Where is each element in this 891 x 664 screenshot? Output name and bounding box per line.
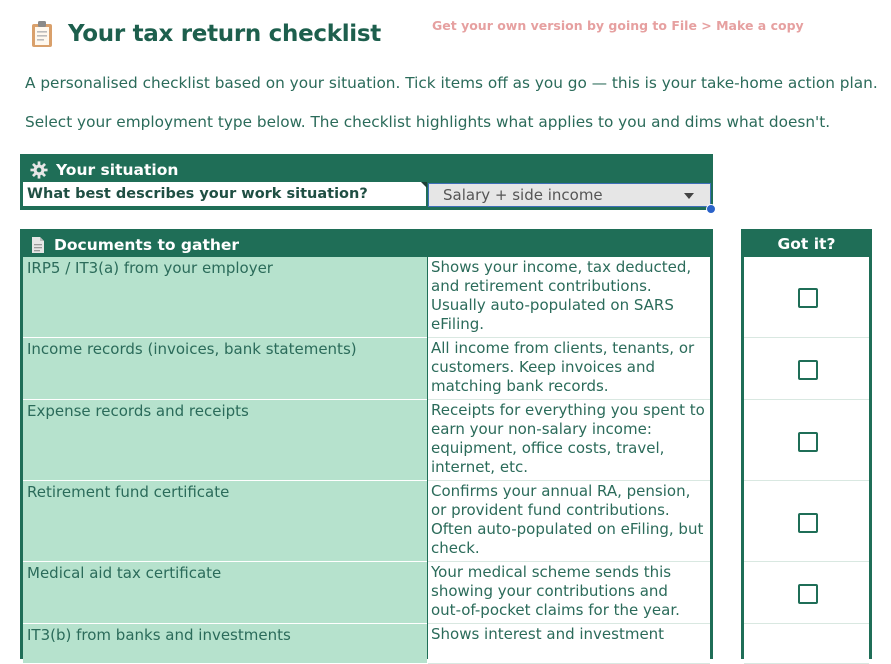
description-line: showing your contributions and xyxy=(431,582,668,600)
copy-hint: Get your own version by going to File > Make a copy xyxy=(432,18,804,33)
description-line: equipment, office costs, travel, xyxy=(431,439,665,457)
gotit-column xyxy=(741,229,872,659)
intro-text: A personalised checklist based on your situation. Tick items off as you go — this is your take-home action plan. xyxy=(25,74,878,92)
document-description xyxy=(428,562,710,624)
gotit-heading: Got it? xyxy=(777,235,836,253)
got-it-checkbox[interactable] xyxy=(798,288,818,308)
clipboard-icon xyxy=(30,20,54,48)
description-line: Shows your income, tax deducted, xyxy=(431,258,692,276)
got-it-checkbox[interactable] xyxy=(798,360,818,380)
note-corner-icon xyxy=(421,182,427,188)
document-icon xyxy=(30,236,46,254)
got-it-checkbox[interactable] xyxy=(798,432,818,452)
documents-panel xyxy=(20,229,713,659)
description-line: Usually auto-populated on SARS xyxy=(431,296,674,314)
gotit-cell xyxy=(744,624,869,664)
table-row xyxy=(23,624,710,664)
documents-heading xyxy=(30,236,239,254)
table-row xyxy=(23,400,710,481)
work-situation-dropdown[interactable] xyxy=(428,183,711,207)
document-name: Income records (invoices, bank statements) xyxy=(23,338,427,400)
work-situation-value: Salary + side income xyxy=(443,186,603,204)
got-it-checkbox[interactable] xyxy=(798,513,818,533)
description-line: Often auto-populated on eFiling, but xyxy=(431,520,704,538)
gotit-cell xyxy=(744,562,869,624)
description-line: Shows interest and investment xyxy=(431,625,665,643)
instruction-text: Select your employment type below. The checklist highlights what applies to you and dims what doesn't. xyxy=(25,113,831,131)
description-line: or provident fund contributions. xyxy=(431,501,670,519)
document-name: Retirement fund certificate xyxy=(23,481,427,562)
document-description xyxy=(428,624,710,664)
description-line: All income from clients, tenants, or xyxy=(431,339,695,357)
description-line: check. xyxy=(431,539,480,557)
document-name: IT3(b) from banks and investments xyxy=(23,624,427,664)
document-name: Medical aid tax certificate xyxy=(23,562,427,624)
chevron-down-icon[interactable] xyxy=(684,193,694,199)
description-line: Receipts for everything you spent to xyxy=(431,401,705,419)
situation-question xyxy=(23,182,426,206)
situation-heading xyxy=(30,161,178,179)
situation-panel xyxy=(20,154,713,210)
description-line: earn your non-salary income: xyxy=(431,420,652,438)
description-line: internet, etc. xyxy=(431,458,528,476)
gotit-cell xyxy=(744,400,869,481)
document-description xyxy=(428,257,710,338)
description-line: Your medical scheme sends this xyxy=(431,563,672,581)
document-description xyxy=(428,481,710,562)
description-line: Confirms your annual RA, pension, xyxy=(431,482,691,500)
description-line: eFiling. xyxy=(431,315,485,333)
got-it-checkbox[interactable] xyxy=(798,584,818,604)
situation-question-label: What best describes your work situation? xyxy=(27,186,368,202)
gotit-cell xyxy=(744,338,869,400)
documents-heading-label: Documents to gather xyxy=(54,236,240,254)
gear-icon xyxy=(30,161,48,179)
document-description xyxy=(428,338,710,400)
table-row xyxy=(23,562,710,624)
document-name: Expense records and receipts xyxy=(23,400,427,481)
page-title: Your tax return checklist xyxy=(68,21,381,47)
description-line: and retirement contributions. xyxy=(431,277,652,295)
document-name: IRP5 / IT3(a) from your employer xyxy=(23,257,427,338)
title-row xyxy=(30,16,381,52)
table-row xyxy=(23,257,710,338)
document-description xyxy=(428,400,710,481)
situation-heading-label: Your situation xyxy=(56,161,179,179)
description-line: matching bank records. xyxy=(431,377,609,395)
table-row xyxy=(23,338,710,400)
description-line: customers. Keep invoices and xyxy=(431,358,655,376)
gotit-cell xyxy=(744,481,869,562)
table-row xyxy=(23,481,710,562)
description-line: out-of-pocket claims for the year. xyxy=(431,601,680,619)
gotit-cell xyxy=(744,257,869,338)
selection-handle[interactable] xyxy=(706,204,716,214)
